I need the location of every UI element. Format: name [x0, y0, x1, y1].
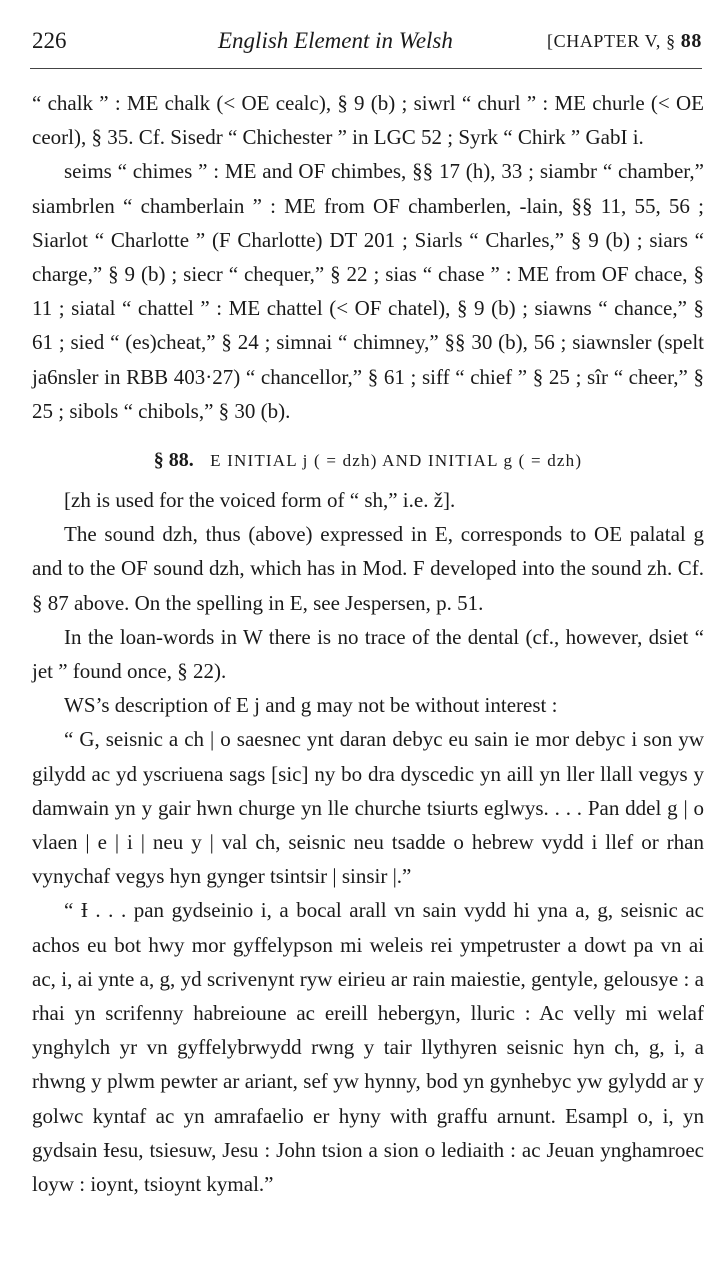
quotation-g: “ G, seisnic a ch | o saesnec ynt daran debyc eu sain ie mor debyc i son yw gilydd ac yd yscriuena sags [sic] ny bo dra dyscedic yn aill yn ller llall vegys y damwain yn y gair hwn churge yn lle churche tsiurts eglwys. . . . Pan ddel g | o vlaen | e | i | neu y | val ch, seisnic neu tsadde o hebrew vydd i llef or rhan vynychaf vegys hyn gynger tsintsir | sinsir |.” [32, 727, 704, 889]
section-heading [32, 442, 704, 479]
section-title: E INITIAL j ( = dzh) AND INITIAL g ( = dzh) [210, 451, 583, 471]
chapter-reference [547, 30, 702, 53]
running-header [32, 28, 702, 62]
paragraph-note: [zh is used for the voiced form of “ sh,” i.e. ž]. [64, 488, 456, 513]
spacer [32, 428, 704, 440]
paragraph-ws-description: WS’s description of E j and g may not be without interest : [64, 693, 558, 718]
entry-chalk-churl: “ chalk ” : ME chalk (< OE cealc), § 9 (b) ; siwrl “ churl ” : ME churle (< OE ceorl), § 35. Cf. Sisedr “ Chichester ” in LGC 52 ; Syrk “ Chirk ” GabI i. [32, 91, 704, 150]
running-title: English Element in Welsh [218, 28, 453, 53]
page-number: 226 [32, 28, 67, 53]
paragraph-sound-dzh: The sound dzh, thus (above) expressed in E, corresponds to OE palatal g and to the OF sound dzh, which has in Mod. F developed into the sound zh. Cf. § 87 above. On the spelling in E, see Jespersen, p. 51. [32, 522, 704, 615]
chapter-ref-section: 88 [680, 30, 702, 52]
entry-chimes-chamber: seims “ chimes ” : ME and OF chimbes, §§ 17 (h), 33 ; siambr “ chamber,” siambrlen “ chamberlain ” : ME from OF chamberlen, -lain, §§ 11, 55, 56 ; Siarlot “ Charlotte ” (F Charlotte) DT 201 ; Siarls “ Charles,” § 9 (b) ; siars “ charge,” § 9 (b) ; siecr “ chequer,” § 22 ; sias “ chase ” : ME from OF chace, § 11 ; siatal “ chattel ” : ME chattel (< OF chatel), § 9 (b) ; siawns “ chance,” § 61 ; sied “ (es)cheat,” § 24 ; simnai “ chimney,” §§ 30 (b), 56 ; siawnsler (spelt ja6nsler in RBB 403·27) “ chancellor,” § 61 ; siff “ chief ” § 25 ; sîr “ cheer,” § 25 ; sibols “ chibols,” § 30 (b). [32, 159, 704, 423]
section-number: § 88. [153, 449, 194, 472]
quotation-i: “ Ɨ . . . pan gydseinio i, a bocal arall vn sain vydd hi yna a, g, seisnic ac achos eu bot hwy mor gyffelypson mi weleis rei ympetruster a dowt pa vn ai ac, i, ai ynte a, g, yd scrivenynt ryw eirieu ar rain maiestie, gentyle, gelousye : a rhai yn scrifenny habreioune ac ereill hebergyn, lluric : Ac velly mi welaf ynghylch yr vn gyffelybrwydd rwng y tair llythyren seisnic hyn ch, g, i, a rhwng y plwm pewter ar ariant, sef yw hynny, bod yn gynhebyc yw gylydd ar y golwc kyntaf ac yn amrafaelio er hyny with graffu arnunt. Esampl o, i, yn gydsain Ɨesu, tsiesuw, Jesu : John tsion a sion o lediaith : ac Jeuan ynghamroec loyw : ioynt, tsioynt kymal.” [32, 898, 704, 1197]
page-body [32, 86, 704, 1201]
paragraph-loan-words: In the loan-words in W there is no trace of the dental (cf., however, dsiet “ jet ” found once, § 22). [32, 624, 704, 684]
chapter-ref-prefix: [CHAPTER V, § [547, 31, 681, 51]
header-rule [30, 68, 702, 69]
